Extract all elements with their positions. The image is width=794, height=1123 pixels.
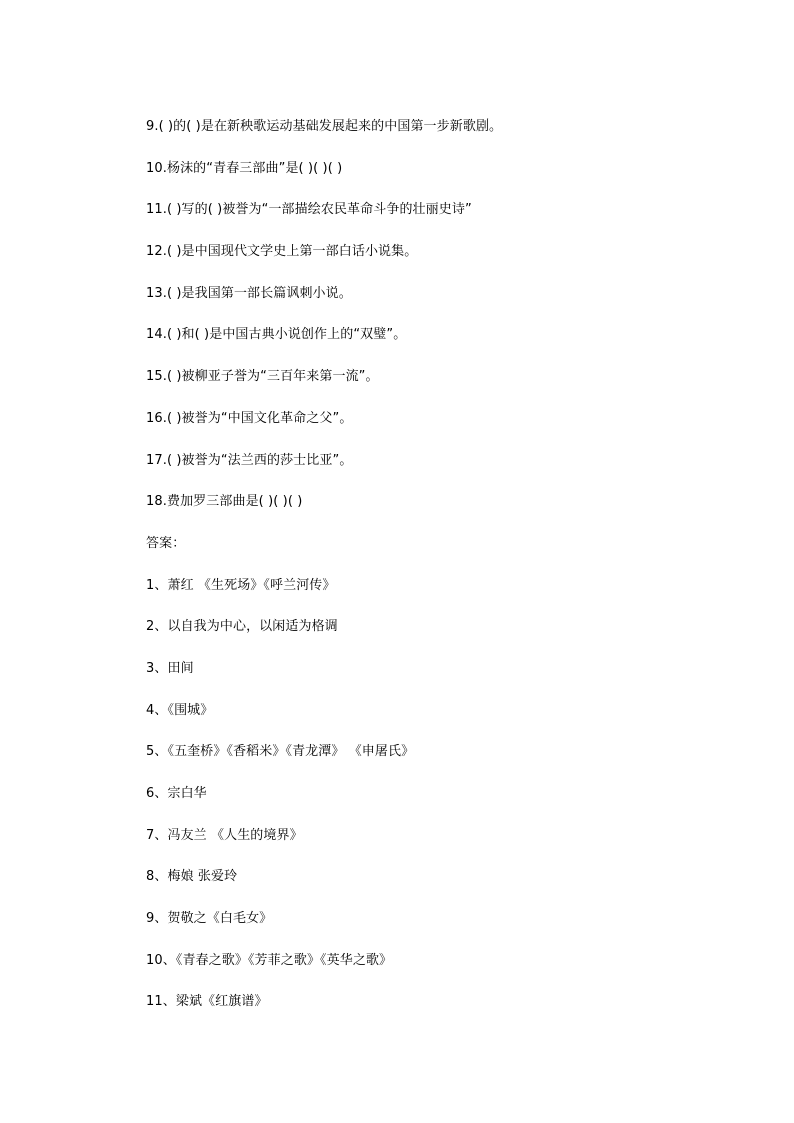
answer-11: 11、梁斌《红旗谱》 (146, 994, 268, 1010)
question-15: 15.( )被柳亚子誉为“三百年来第一流”。 (146, 369, 379, 385)
answer-1: 1、萧红 《生死场》《呼兰河传》 (146, 577, 336, 593)
answer-7: 7、冯友兰 《人生的境界》 (146, 827, 303, 843)
answer-3: 3、田间 (146, 660, 194, 676)
answer-9: 9、贺敬之《白毛女》 (146, 911, 273, 927)
answer-6: 6、宗白华 (146, 786, 207, 801)
question-12: 12.( )是中国现代文学史上第一部白话小说集。 (146, 244, 418, 260)
answers-heading: 答案： (146, 535, 186, 551)
question-11: 11.( )写的( )被誉为“一部描绘农民革命斗争的壮丽史诗” (146, 202, 472, 218)
answer-2: 2、以自我为中心，以闲适为格调 (146, 619, 338, 635)
answer-10: 10、《青春之歌》《芳菲之歌》《英华之歌》 (146, 952, 393, 968)
question-17: 17.( )被誉为“法兰西的莎士比亚”。 (146, 452, 353, 468)
question-18: 18.费加罗三部曲是( )( )( ) (146, 494, 303, 510)
answer-4: 4、《围城》 (146, 702, 214, 718)
answer-8: 8、梅娘 张爱玲 (146, 869, 238, 885)
question-13: 13.( )是我国第一部长篇讽刺小说。 (146, 285, 352, 301)
question-9: 9.( )的( )是在新秧歌运动基础发展起来的中国第一步新歌剧。 (146, 119, 503, 134)
answer-5: 5、《五奎桥》《香稻米》《青龙潭》 《申屠氏》 (146, 744, 415, 760)
question-16: 16.( )被誉为“中国文化革命之父”。 (146, 410, 353, 426)
document-body (146, 116, 746, 1033)
question-14: 14.( )和( )是中国古典小说创作上的“双璧”。 (146, 327, 407, 343)
question-10: 10.杨沫的“青春三部曲”是( )( )( ) (146, 160, 343, 176)
